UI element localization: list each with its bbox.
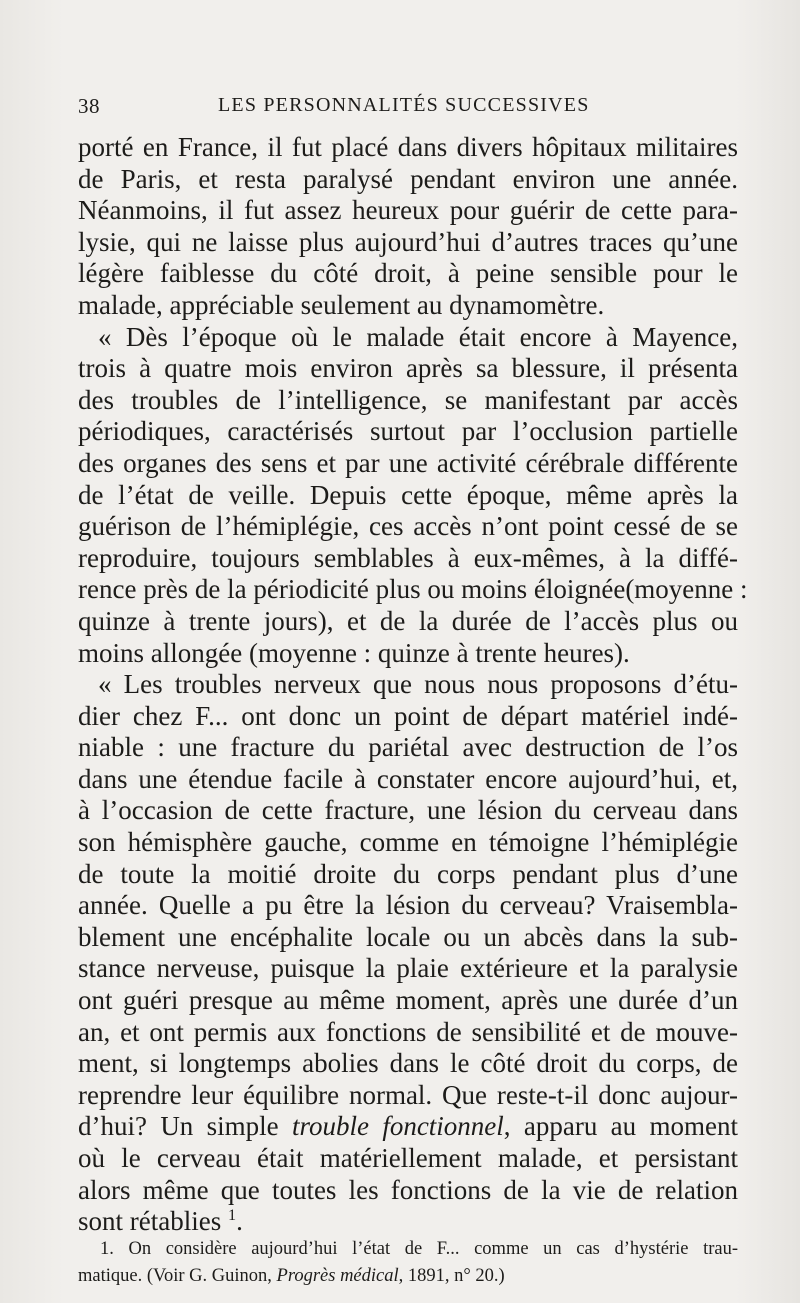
- footnote-segment: matique. (Voir G. Guinon,: [78, 1266, 277, 1286]
- text-line: an, et ont permis aux fonctions de sensibilité et de mouve-: [78, 1016, 738, 1047]
- text-line-final: [78, 1206, 738, 1238]
- text-line: périodiques, caractérisés surtout par l’occlusion partielle: [78, 416, 738, 447]
- line-segment: sont rétablies: [78, 1206, 228, 1237]
- text-line: moins allongée (moyenne : quinze à trente heures).: [78, 637, 630, 668]
- text-line: ont guéri presque au même moment, après une durée d’un: [78, 985, 738, 1016]
- footnote: [78, 1236, 738, 1290]
- text-line-with-italic: [78, 1111, 738, 1143]
- text-line: reprendre leur équilibre normal. Que reste-t-il donc aujour-: [78, 1079, 738, 1110]
- text-line: à l’occasion de cette fracture, une lésion du cerveau dans: [78, 795, 738, 826]
- text-line: blement une encéphalite locale ou un abcès dans la sub-: [78, 921, 738, 952]
- footnote-line: [78, 1263, 738, 1290]
- text-line: lysie, qui ne laisse plus aujourd’hui d’autres traces qu’une: [78, 226, 738, 257]
- italic-phrase: trouble fonctionnel: [291, 1111, 504, 1142]
- line-segment: , apparu au moment: [503, 1111, 738, 1142]
- text-line: des troubles de l’intelligence, se manifestant par accès: [78, 384, 738, 415]
- text-line: dier chez F... ont donc un point de départ matériel indé-: [78, 700, 738, 731]
- text-line: Néanmoins, il fut assez heureux pour guérir de cette para-: [78, 195, 738, 226]
- text-line: niable : une fracture du pariétal avec destruction de l’os: [78, 732, 738, 763]
- text-line: année. Quelle a pu être la lésion du cerveau? Vraisembla-: [78, 890, 738, 921]
- footnote-reference: 1: [227, 1206, 237, 1225]
- text-line: de toute la moitié droite du corps pendant plus d’une: [78, 858, 738, 889]
- text-line: son hémisphère gauche, comme en témoigne l’hémiplégie: [78, 827, 738, 858]
- footnote-line: 1. On considère aujourd’hui l’état de F... comme un cas d’hystérie trau-: [100, 1239, 738, 1259]
- page-number: 38: [78, 94, 100, 118]
- text-line: quinze à trente jours), et de la durée de l’accès plus ou: [78, 605, 738, 636]
- page-header: [78, 94, 738, 124]
- text-line: alors même que toutes les fonctions de la vie de relation: [78, 1174, 738, 1205]
- text-line: stance nerveuse, puisque la plaie extérieure et la paralysie: [78, 953, 738, 984]
- text-line: guérison de l’hémiplégie, ces accès n’ont point cessé de se: [78, 511, 738, 542]
- text-line: ment, si longtemps abolies dans le côté droit du corps, de: [78, 1048, 738, 1079]
- line-segment: .: [236, 1206, 243, 1237]
- footnote-segment: , 1891, n° 20.): [398, 1266, 505, 1286]
- running-title: LES PERSONNALITÉS SUCCESSIVES: [218, 94, 590, 116]
- footnote-journal-title: Progrès médical: [276, 1266, 399, 1286]
- paragraph-start-line: « Les troubles nerveux que nous nous proposons d’étu-: [98, 669, 738, 700]
- line-segment: d’hui? Un simple: [78, 1111, 292, 1142]
- text-line: reproduire, toujours semblables à eux-mêmes, à la diffé-: [78, 542, 738, 573]
- text-line: des organes des sens et par une activité cérébrale différente: [78, 447, 738, 478]
- text-line: trois à quatre mois environ après sa blessure, il présenta: [78, 353, 738, 384]
- text-line: de Paris, et resta paralysé pendant environ une année.: [78, 163, 738, 194]
- text-line: de l’état de veille. Depuis cette époque, même après la: [78, 479, 738, 510]
- text-line: rence près de la périodicité plus ou moins éloignée(moyenne :: [78, 574, 748, 605]
- text-line: légère faiblesse du côté droit, à peine sensible pour le: [78, 258, 738, 289]
- body-text: [78, 132, 748, 1238]
- text-line: malade, appréciable seulement au dynamomètre.: [78, 289, 605, 320]
- text-line: où le cerveau était matériellement malade, et persistant: [78, 1143, 738, 1173]
- text-line: dans une étendue facile à constater encore aujourd’hui, et,: [78, 763, 738, 794]
- text-line: porté en France, il fut placé dans divers hôpitaux militaires: [78, 132, 738, 162]
- paragraph-start-line: « Dès l’époque où le malade était encore à Mayence,: [98, 321, 738, 352]
